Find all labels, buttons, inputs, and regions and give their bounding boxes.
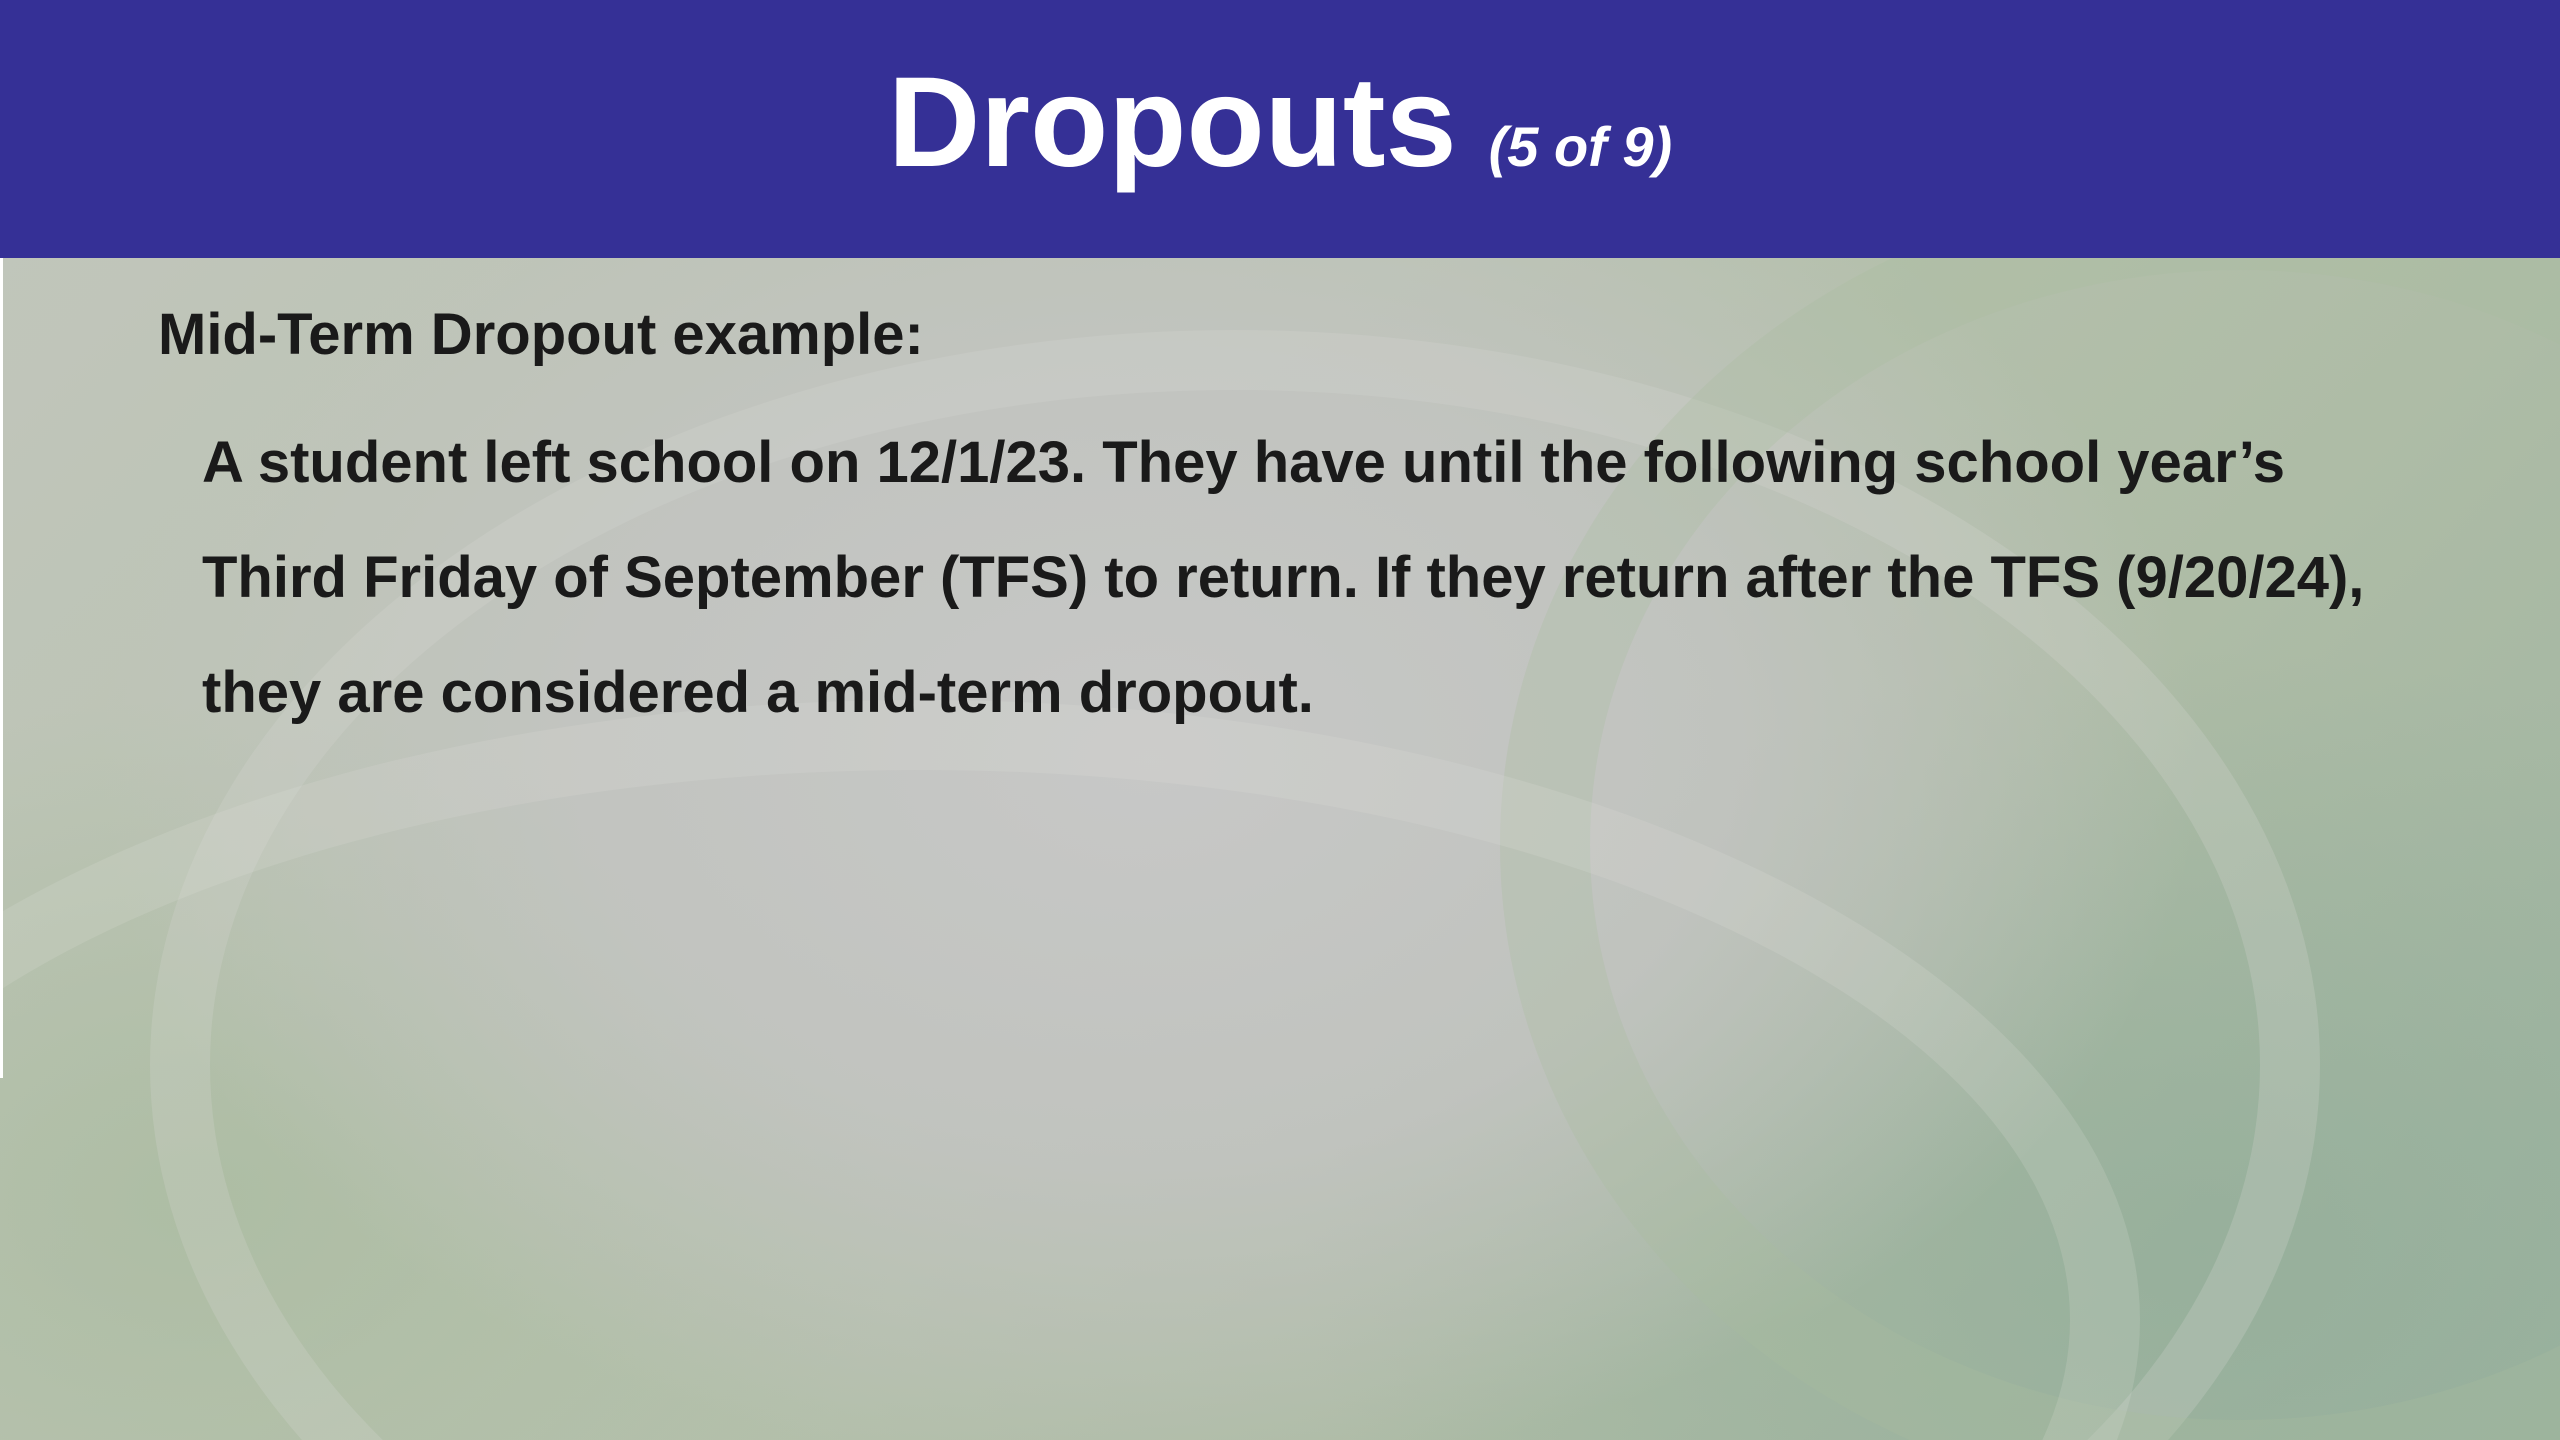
content-paragraph: A student left school on 12/1/23. They have until the following school year’s Third Friday of September (TFS) to return. If they return after the TFS (9/20/24), they are considered a mid-term dropout. xyxy=(202,430,2365,725)
title-group xyxy=(888,49,1672,196)
background-swoosh xyxy=(0,700,2140,1440)
slide-page-indicator: (5 of 9) xyxy=(1488,114,1673,178)
slide-content xyxy=(158,295,2408,750)
content-heading: Mid-Term Dropout example: xyxy=(158,302,924,367)
title-bar xyxy=(0,0,2560,258)
slide-title: Dropouts xyxy=(887,50,1457,194)
left-edge-line xyxy=(0,258,3,1078)
